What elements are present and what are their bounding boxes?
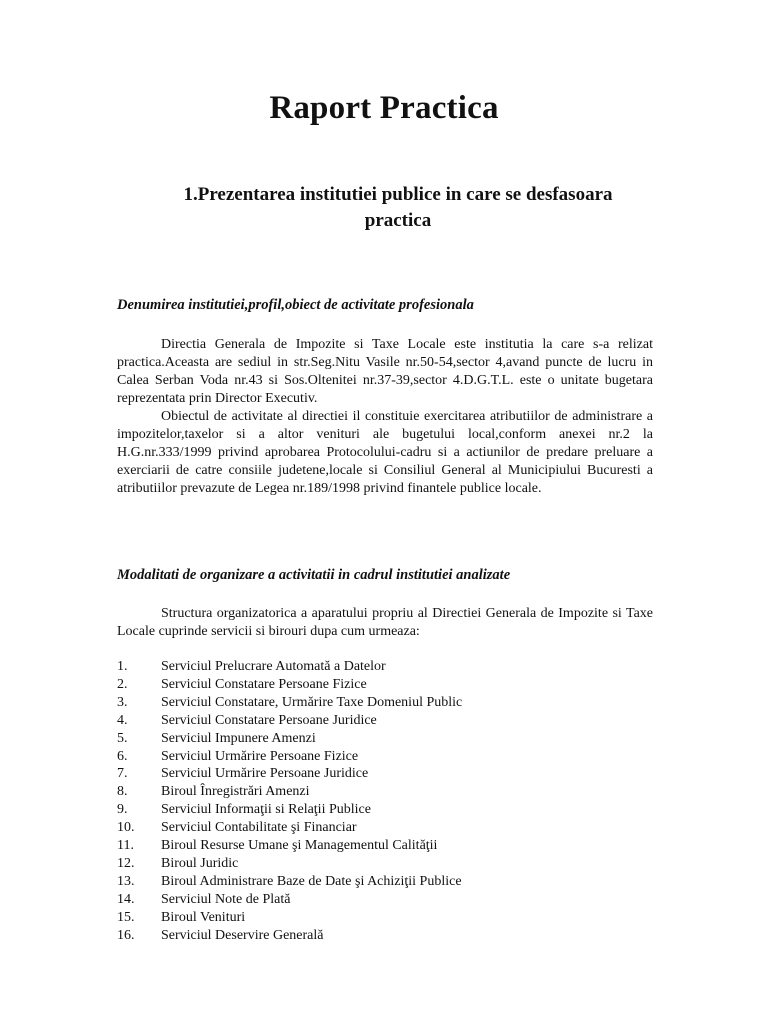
list-item-label: Biroul Juridic <box>161 855 239 871</box>
list-item-number: 4. <box>117 712 128 728</box>
list-item <box>117 909 462 927</box>
list-item <box>117 837 462 855</box>
list-item-number: 15. <box>117 909 135 925</box>
list-item-label: Serviciul Urmărire Persoane Juridice <box>161 766 369 782</box>
subsection-heading-organization: Modalitati de organizare a activitatii in cadrul institutiei analizate <box>117 567 511 583</box>
list-item <box>117 927 462 945</box>
list-item <box>117 855 462 873</box>
list-item-number: 6. <box>117 748 128 764</box>
list-item-label: Serviciul Prelucrare Automată a Datelor <box>161 659 386 674</box>
list-item-number: 10. <box>117 820 135 836</box>
list-item-label: Serviciul Constatare Persoane Fizice <box>161 676 367 692</box>
list-item-label: Biroul Venituri <box>161 909 246 925</box>
list-item <box>117 676 462 694</box>
paragraph-organization-intro: Structura organizatorica a aparatului propriu al Directiei Generala de Impozite si Taxe Locale cuprinde servicii si birouri dupa cum urmeaza: <box>117 606 653 639</box>
list-item <box>117 694 462 712</box>
document-title: Raport Practica <box>269 90 499 126</box>
list-item-number: 5. <box>117 730 128 746</box>
paragraph-activity-object: Obiectul de activitate al directiei il constituie exercitarea atributiilor de administrare a impozitelor,taxelor si a altor venituri ale bugetului local,conform anexei nr.2 la H.G.nr.333/1999 privind aprobarea Protocolului-cadru si a actiunilor de predare preluare a exerciarii de catre consiile judetene,locale si Consiliul General al Municipiului Bucuresti a atributiilor prevazute de Legea nr.189/1998 privind finantele publice locale. <box>117 409 653 496</box>
list-item-number: 11. <box>117 838 134 854</box>
services-list <box>117 658 462 945</box>
list-item-number: 1. <box>117 659 128 674</box>
list-item <box>117 748 462 766</box>
list-item-label: Serviciul Constatare Persoane Juridice <box>161 712 377 728</box>
paragraph-institution-description: Directia Generala de Impozite si Taxe Locale este institutia la care s-a relizat practica.Aceasta are sediul in str.Seg.Nitu Vasile nr.50-54,sector 4,avand puncte de lucru in Calea Serban Voda nr.43 si Sos.Oltenitei nr.37-39,sector 4.D.G.T.L. este o unitate bugetara reprezentata prin Director Executiv. <box>117 337 653 406</box>
list-item-number: 2. <box>117 676 128 692</box>
list-item <box>117 891 462 909</box>
list-item <box>117 783 462 801</box>
list-item-number: 13. <box>117 873 135 889</box>
list-item-number: 9. <box>117 802 128 818</box>
list-item-label: Serviciul Deservire Generală <box>161 927 324 943</box>
list-item-label: Serviciul Constatare, Urmărire Taxe Domeniul Public <box>161 694 463 710</box>
list-item-label: Biroul Administrare Baze de Date şi Achiziţii Publice <box>161 873 462 889</box>
list-item-label: Serviciul Impunere Amenzi <box>161 730 316 746</box>
list-item <box>117 873 462 891</box>
list-item-label: Serviciul Urmărire Persoane Fizice <box>161 748 359 764</box>
list-item <box>117 765 462 783</box>
list-item <box>117 819 462 837</box>
list-item-number: 14. <box>117 891 135 907</box>
list-item-number: 12. <box>117 855 135 871</box>
list-item-label: Serviciul Contabilitate şi Financiar <box>161 820 357 836</box>
list-item-label: Biroul Resurse Umane şi Managementul Calităţii <box>161 838 438 854</box>
list-item <box>117 801 462 819</box>
list-item <box>117 712 462 730</box>
list-item-number: 16. <box>117 927 135 943</box>
list-item-label: Serviciul Note de Plată <box>161 891 291 907</box>
list-item <box>117 730 462 748</box>
list-item-number: 7. <box>117 766 128 782</box>
list-item-label: Serviciul Informaţii si Relaţii Publice <box>161 802 371 818</box>
list-item-number: 3. <box>117 694 128 710</box>
list-item <box>117 658 462 676</box>
list-item-label: Biroul Înregistrări Amenzi <box>161 784 310 800</box>
section-heading: 1.Prezentarea institutiei publice in care se desfasoara practica <box>183 184 613 231</box>
list-item-number: 8. <box>117 784 128 800</box>
subsection-heading-profile: Denumirea institutiei,profil,obiect de activitate profesionala <box>117 297 474 313</box>
